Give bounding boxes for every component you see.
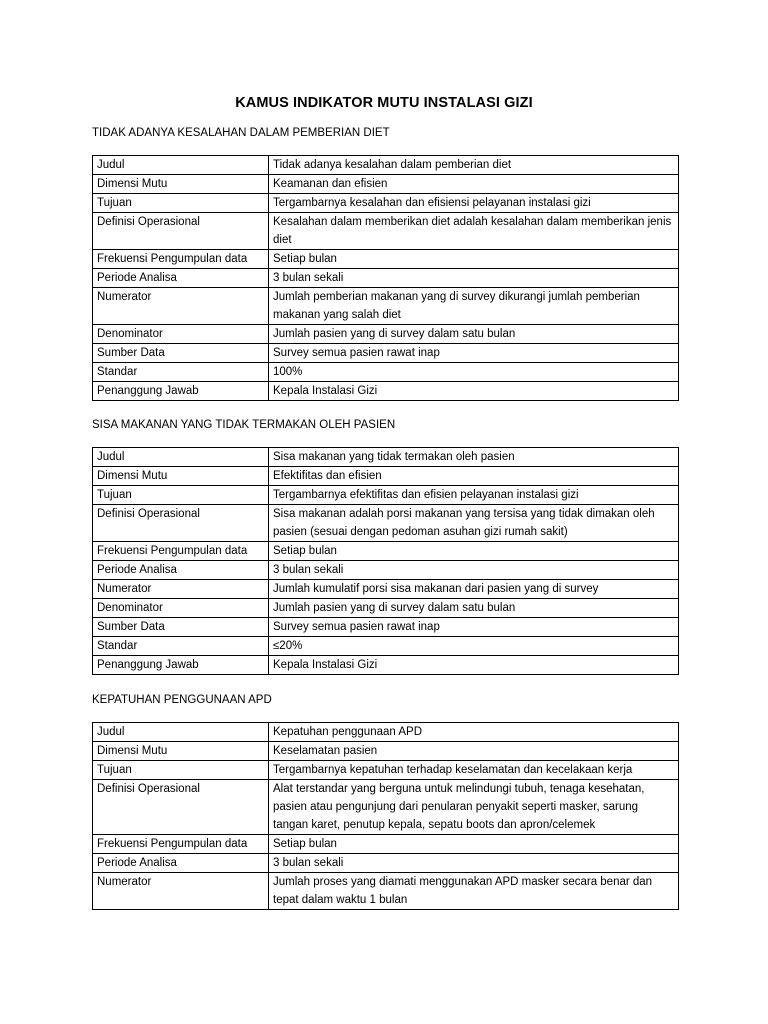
row-value: Jumlah pasien yang di survey dalam satu bulan [269, 325, 679, 344]
row-value: Alat terstandar yang berguna untuk melindungi tubuh, tenaga kesehatan, pasien atau pengunjung dari penularan penyakit seperti masker, sarung tangan karet, penutup kepala, sepatu boots dan apron/celemek [269, 780, 679, 835]
table-row [93, 448, 679, 467]
row-label: Standar [93, 363, 269, 382]
row-label: Periode Analisa [93, 854, 269, 873]
row-value: Survey semua pasien rawat inap [269, 618, 679, 637]
table-row [93, 363, 679, 382]
row-label: Definisi Operasional [93, 780, 269, 835]
table-row [93, 780, 679, 835]
row-value: Keamanan dan efisien [269, 175, 679, 194]
row-label: Judul [93, 156, 269, 175]
row-value: Jumlah kumulatif porsi sisa makanan dari pasien yang di survey [269, 580, 679, 599]
row-value: ≤20% [269, 637, 679, 656]
row-value: Jumlah proses yang diamati menggunakan APD masker secara benar dan tepat dalam waktu 1 bulan [269, 873, 679, 910]
row-value: Jumlah pasien yang di survey dalam satu bulan [269, 599, 679, 618]
indicator-table [92, 447, 679, 675]
row-label: Standar [93, 637, 269, 656]
table-row [93, 344, 679, 363]
row-label: Penanggung Jawab [93, 656, 269, 675]
table-row [93, 542, 679, 561]
row-label: Definisi Operasional [93, 213, 269, 250]
row-value: Keselamatan pasien [269, 742, 679, 761]
table-row [93, 835, 679, 854]
table-row [93, 723, 679, 742]
table-row [93, 269, 679, 288]
row-value: Tergambarnya efektifitas dan efisien pelayanan instalasi gizi [269, 486, 679, 505]
row-label: Dimensi Mutu [93, 175, 269, 194]
table-row [93, 505, 679, 542]
row-label: Tujuan [93, 194, 269, 213]
row-label: Penanggung Jawab [93, 382, 269, 401]
table-row [93, 156, 679, 175]
row-value: Survey semua pasien rawat inap [269, 344, 679, 363]
table-row [93, 599, 679, 618]
row-label: Denominator [93, 325, 269, 344]
row-label: Tujuan [93, 761, 269, 780]
table-row [93, 561, 679, 580]
row-value: 3 bulan sekali [269, 561, 679, 580]
table-row [93, 656, 679, 675]
row-label: Denominator [93, 599, 269, 618]
table-row [93, 175, 679, 194]
row-label: Frekuensi Pengumpulan data [93, 835, 269, 854]
table-row [93, 486, 679, 505]
row-value: Kesalahan dalam memberikan diet adalah kesalahan dalam memberikan jenis diet [269, 213, 679, 250]
row-label: Sumber Data [93, 618, 269, 637]
table-row [93, 325, 679, 344]
row-value: Sisa makanan yang tidak termakan oleh pasien [269, 448, 679, 467]
table-row [93, 618, 679, 637]
row-label: Dimensi Mutu [93, 742, 269, 761]
row-label: Periode Analisa [93, 269, 269, 288]
indicator-table [92, 155, 679, 401]
section-food-waste [92, 417, 679, 675]
row-value: Tidak adanya kesalahan dalam pemberian diet [269, 156, 679, 175]
table-row [93, 854, 679, 873]
row-label: Frekuensi Pengumpulan data [93, 542, 269, 561]
row-label: Numerator [93, 873, 269, 910]
table-row [93, 742, 679, 761]
section-ppe-compliance [92, 692, 679, 910]
row-label: Sumber Data [93, 344, 269, 363]
row-value: Tergambarnya kesalahan dan efisiensi pelayanan instalasi gizi [269, 194, 679, 213]
table-row [93, 382, 679, 401]
table-row [93, 873, 679, 910]
table-row [93, 637, 679, 656]
indicator-table [92, 722, 679, 910]
table-row [93, 580, 679, 599]
row-value: Setiap bulan [269, 542, 679, 561]
row-label: Frekuensi Pengumpulan data [93, 250, 269, 269]
row-value: 100% [269, 363, 679, 382]
row-value: 3 bulan sekali [269, 854, 679, 873]
row-value: Kepala Instalasi Gizi [269, 382, 679, 401]
table-row [93, 761, 679, 780]
table-row [93, 467, 679, 486]
row-value: Setiap bulan [269, 250, 679, 269]
section-title: TIDAK ADANYA KESALAHAN DALAM PEMBERIAN DIET [92, 127, 390, 139]
row-value: Kepatuhan penggunaan APD [269, 723, 679, 742]
table-row [93, 288, 679, 325]
row-label: Dimensi Mutu [93, 467, 269, 486]
row-value: 3 bulan sekali [269, 269, 679, 288]
section-title: KEPATUHAN PENGGUNAAN APD [92, 694, 272, 706]
section-diet-errors [92, 125, 679, 401]
row-label: Definisi Operasional [93, 505, 269, 542]
table-row [93, 194, 679, 213]
row-value: Sisa makanan adalah porsi makanan yang tersisa yang tidak dimakan oleh pasien (sesuai dengan pedoman asuhan gizi rumah sakit) [269, 505, 679, 542]
section-title: SISA MAKANAN YANG TIDAK TERMAKAN OLEH PASIEN [92, 419, 396, 431]
row-label: Numerator [93, 288, 269, 325]
row-label: Judul [93, 723, 269, 742]
row-label: Numerator [93, 580, 269, 599]
row-value: Kepala Instalasi Gizi [269, 656, 679, 675]
document-title: KAMUS INDIKATOR MUTU INSTALASI GIZI [235, 95, 533, 111]
row-value: Setiap bulan [269, 835, 679, 854]
row-value: Efektifitas dan efisien [269, 467, 679, 486]
table-row [93, 213, 679, 250]
row-label: Judul [93, 448, 269, 467]
row-label: Periode Analisa [93, 561, 269, 580]
table-row [93, 250, 679, 269]
row-value: Tergambarnya kepatuhan terhadap keselamatan dan kecelakaan kerja [269, 761, 679, 780]
row-label: Tujuan [93, 486, 269, 505]
row-value: Jumlah pemberian makanan yang di survey dikurangi jumlah pemberian makanan yang salah diet [269, 288, 679, 325]
